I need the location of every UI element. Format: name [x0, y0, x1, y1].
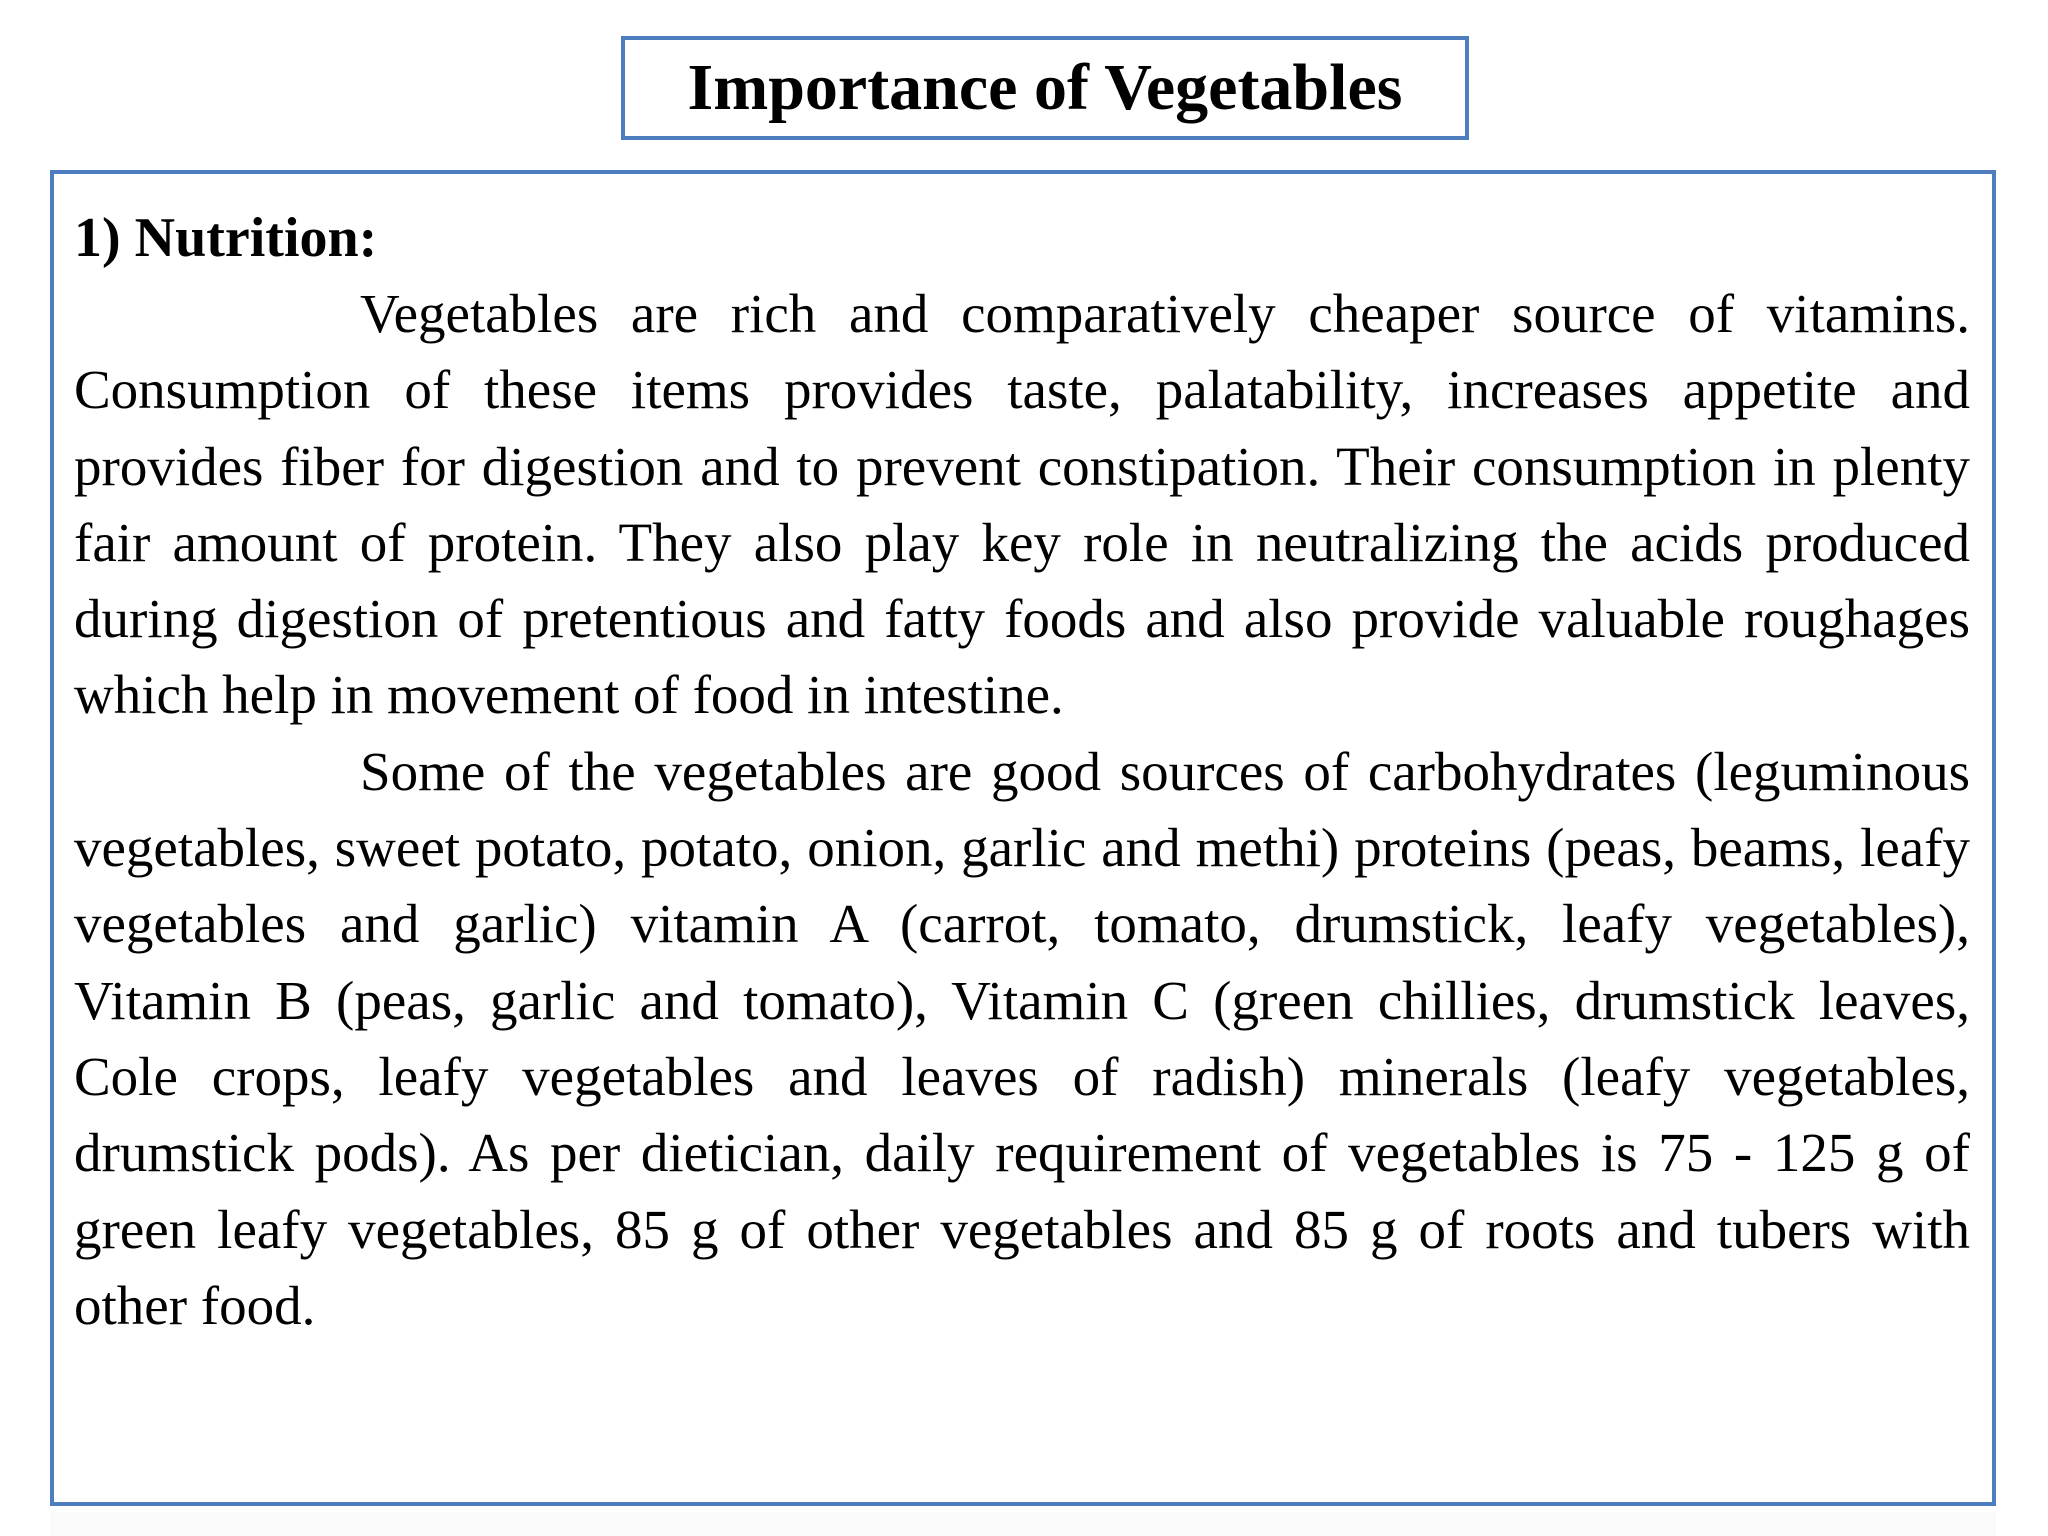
page-title: Importance of Vegetables [687, 51, 1403, 124]
title-box [621, 36, 1469, 140]
paragraph-1: Vegetables are rich and comparatively cheaper source of vitamins. Consumption of these items provides taste, palatability, increases appetite and provides fiber for digestion and to prevent constipation. Their consumption in plenty fair amount of protein. They also play key role in neutralizing the acids produced during digestion of pretentious and fatty foods and also provide valuable roughages which help in movement of food in intestine. [74, 283, 1970, 726]
section-heading: 1) Nutrition: [74, 207, 378, 269]
bottom-strip [50, 1512, 1996, 1536]
paragraph-2: Some of the vegetables are good sources of carbohydrates (leguminous vegetables, sweet potato, potato, onion, garlic and methi) proteins (peas, beams, leafy vegetables and garlic) vitamin A (carrot, tomato, drumstick, leafy vegetables), Vitamin B (peas, garlic and tomato), Vitamin C (green chillies, drumstick leaves, Cole crops, leafy vegetables and leaves of radish) minerals (leafy vegetables, drumstick pods). As per dietician, daily requirement of vegetables is 75 - 125 g of green leafy vegetables, 85 g of other vegetables and 85 g of roots and tubers with other food. [74, 740, 1970, 1336]
content-box [50, 170, 1996, 1506]
